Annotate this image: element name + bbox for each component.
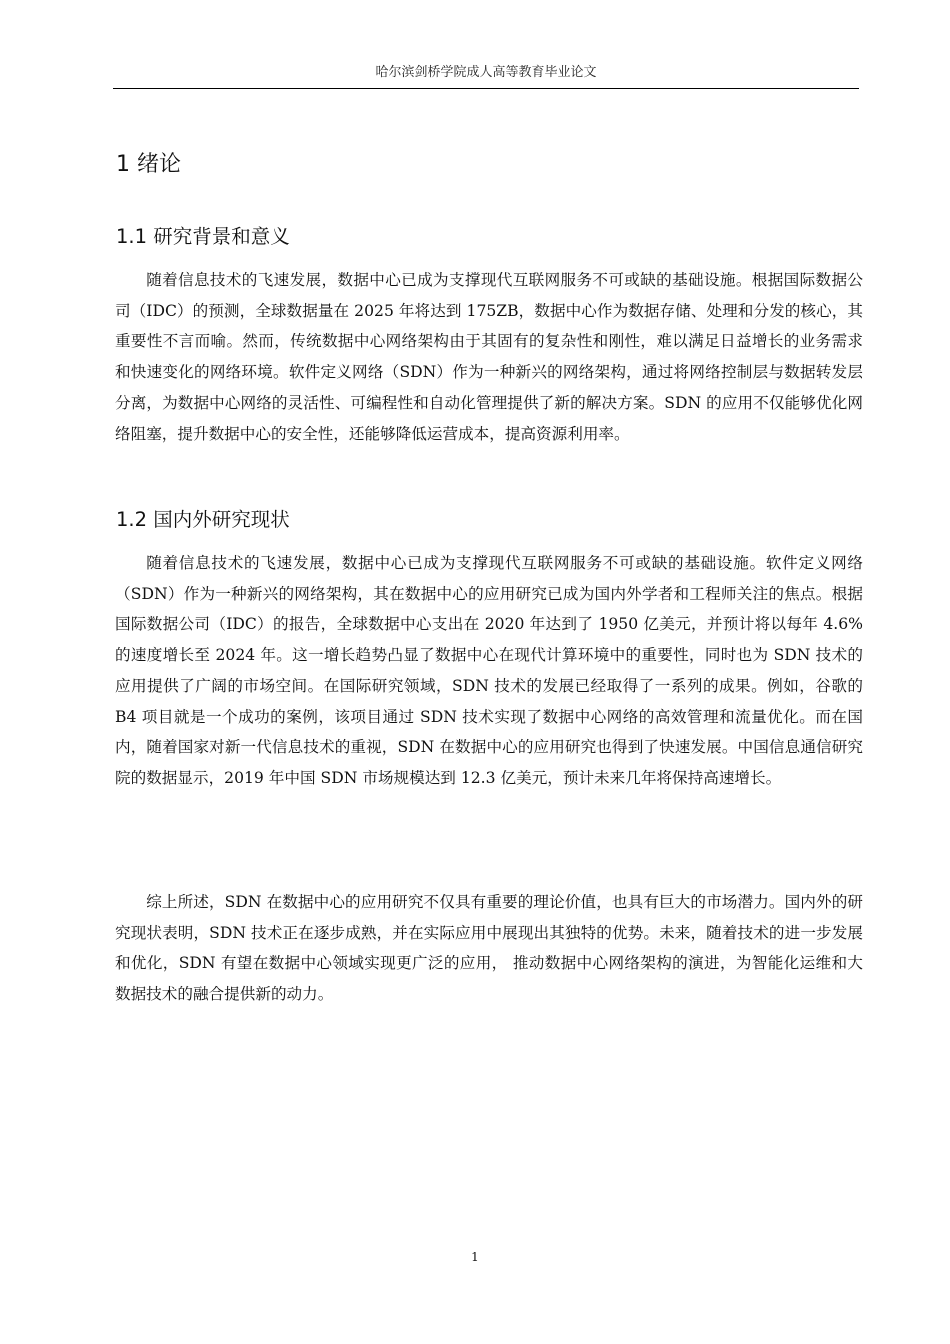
page-number: 1: [471, 1250, 479, 1264]
paragraph-research-status: 随着信息技术的飞速发展，数据中心已成为支撑现代互联网服务不可或缺的基础设施。软件定义网络（SDN）作为一种新兴的网络架构，其在数据中心的应用研究已成为国内外学者和工程师关注的焦点。根据国际数据公司（IDC）的报告，全球数据中心支出在 2020 年达到了 1950 亿美元，并预计将以每年 4.6%的速度增长至 2024 年。这一增长趋势凸显了数据中心在现代计算环境中的重要性，同时也为 SDN 技术的应用提供了广阔的市场空间。在国际研究领域，SDN 技术的发展已经取得了一系列的成果。例如，谷歌的 B4 项目就是一个成功的案例，该项目通过 SDN 技术实现了数据中心网络的高效管理和流量优化。而在国内，随着国家对新一代信息技术的重视，SDN 在数据中心的应用研究也得到了快速发展。中国信息通信研究院的数据显示，2019 年中国 SDN 市场规模达到 12.3 亿美元，预计未来几年将保持高速增长。: [115, 554, 863, 787]
chapter-title: 1 绪论: [116, 152, 181, 177]
paragraph-summary: 综上所述，SDN 在数据中心的应用研究不仅具有重要的理论价值，也具有巨大的市场潜力。国内外的研究现状表明，SDN 技术正在逐步成熟，并在实际应用中展现出其独特的优势。未来，随着技术的进一步发展和优化，SDN 有望在数据中心领域实现更广泛的应用， 推动数据中心网络架构的演进，为智能化运维和大数据技术的融合提供新的动力。: [115, 893, 863, 1004]
header-divider: [113, 88, 859, 89]
section-title-research-status: 1.2 国内外研究现状: [116, 508, 290, 531]
paragraph-background: 随着信息技术的飞速发展，数据中心已成为支撑现代互联网服务不可或缺的基础设施。根据国际数据公司（IDC）的预测，全球数据量在 2025 年将达到 175ZB，数据中心作为数据存储、处理和分发的核心，其重要性不言而喻。然而，传统数据中心网络架构由于其固有的复杂性和刚性，难以满足日益增长的业务需求和快速变化的网络环境。软件定义网络（SDN）作为一种新兴的网络架构，通过将网络控制层与数据转发层分离，为数据中心网络的灵活性、可编程性和自动化管理提供了新的解决方案。SDN 的应用不仅能够优化网络阻塞，提升数据中心的安全性，还能够降低运营成本，提高资源利用率。: [115, 271, 863, 443]
running-header: 哈尔滨剑桥学院成人高等教育毕业论文: [375, 65, 597, 80]
section-title-background: 1.1 研究背景和意义: [116, 225, 290, 248]
